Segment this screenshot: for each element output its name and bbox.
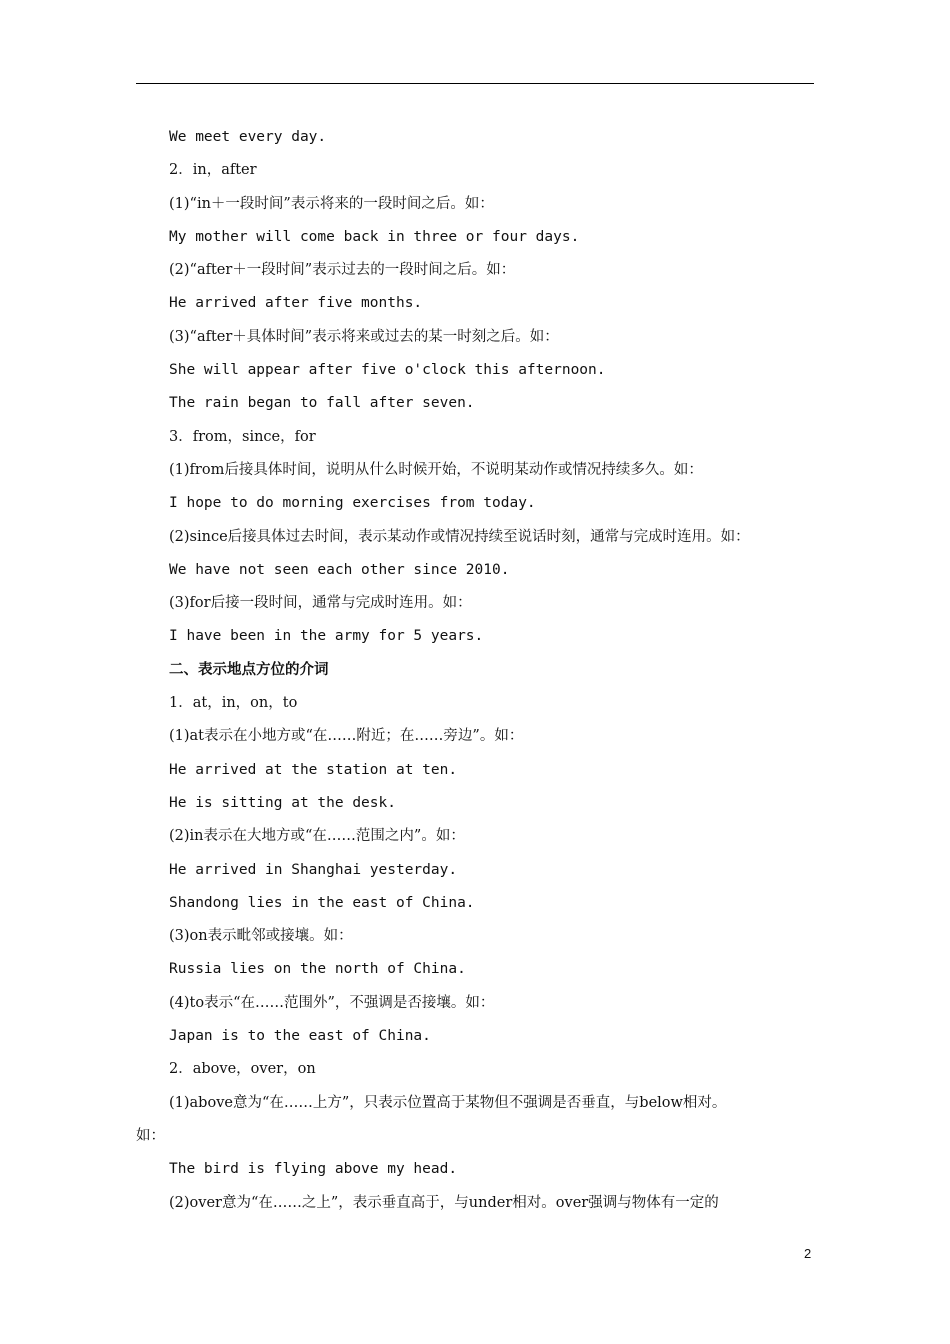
rule-text: (1)“in＋一段时间”表示将来的一段时间之后。如： (169, 195, 494, 212)
example-sentence: He arrived at the station at ten. (169, 761, 458, 778)
example-sentence: He arrived in Shanghai yesterday. (169, 861, 458, 878)
example-sentence: I hope to do morning exercises from today. (169, 495, 536, 512)
example-sentence: The bird is flying above my head. (169, 1161, 458, 1178)
example-sentence: Japan is to the east of China. (169, 1028, 431, 1045)
example-sentence: She will appear after five o'clock this afternoon. (169, 362, 606, 379)
rule-text: (3)for后接一段时间，通常与完成时连用。如： (169, 595, 472, 612)
rule-text: (3)on表示毗邻或接壤。如： (169, 928, 353, 945)
rule-text-continued: 如： (136, 1127, 165, 1144)
example-sentence: He is sitting at the desk. (169, 794, 396, 811)
rule-text: (2)over意为“在……之上”，表示垂直高于，与under相对。over强调与物体有一定的 (169, 1194, 719, 1211)
rule-text: (4)to表示“在……范围外”，不强调是否接壤。如： (169, 994, 495, 1011)
example-sentence: We have not seen each other since 2010. (169, 561, 510, 578)
example-sentence: The rain began to fall after seven. (169, 395, 475, 412)
rule-text: (2)in表示在大地方或“在……范围之内”。如： (169, 828, 465, 845)
example-sentence: My mother will come back in three or four days. (169, 228, 580, 245)
document-body (136, 124, 826, 1223)
example-sentence: We meet every day. (169, 129, 327, 145)
rule-text: (2)since后接具体过去时间，表示某动作或情况持续至说话时刻，通常与完成时连用。如： (169, 528, 750, 545)
subsection-title: 2．in，after (169, 162, 257, 179)
subsection-title: 2．above，over，on (169, 1061, 316, 1078)
rule-text: (3)“after＋具体时间”表示将来或过去的某一时刻之后。如： (169, 328, 559, 345)
rule-text: (1)from后接具体时间，说明从什么时候开始，不说明某动作或情况持续多久。如： (169, 461, 703, 478)
page-number: 2 (804, 1246, 812, 1261)
example-sentence: Shandong lies in the east of China. (169, 894, 475, 911)
example-sentence: He arrived after five months. (169, 295, 423, 312)
header-rule (136, 83, 814, 84)
example-sentence: I have been in the army for 5 years. (169, 628, 484, 645)
subsection-title: 1．at，in，on，to (169, 695, 298, 712)
subsection-title: 3．from，since，for (169, 428, 316, 445)
rule-text: (1)above意为“在……上方”，只表示位置高于某物但不强调是否垂直，与below相对。 (169, 1094, 727, 1111)
section-heading: 二、表示地点方位的介词 (169, 661, 329, 678)
rule-text: (1)at表示在小地方或“在……附近；在……旁边”。如： (169, 728, 524, 745)
example-sentence: Russia lies on the north of China. (169, 961, 466, 978)
rule-text: (2)“after＋一段时间”表示过去的一段时间之后。如： (169, 262, 516, 279)
